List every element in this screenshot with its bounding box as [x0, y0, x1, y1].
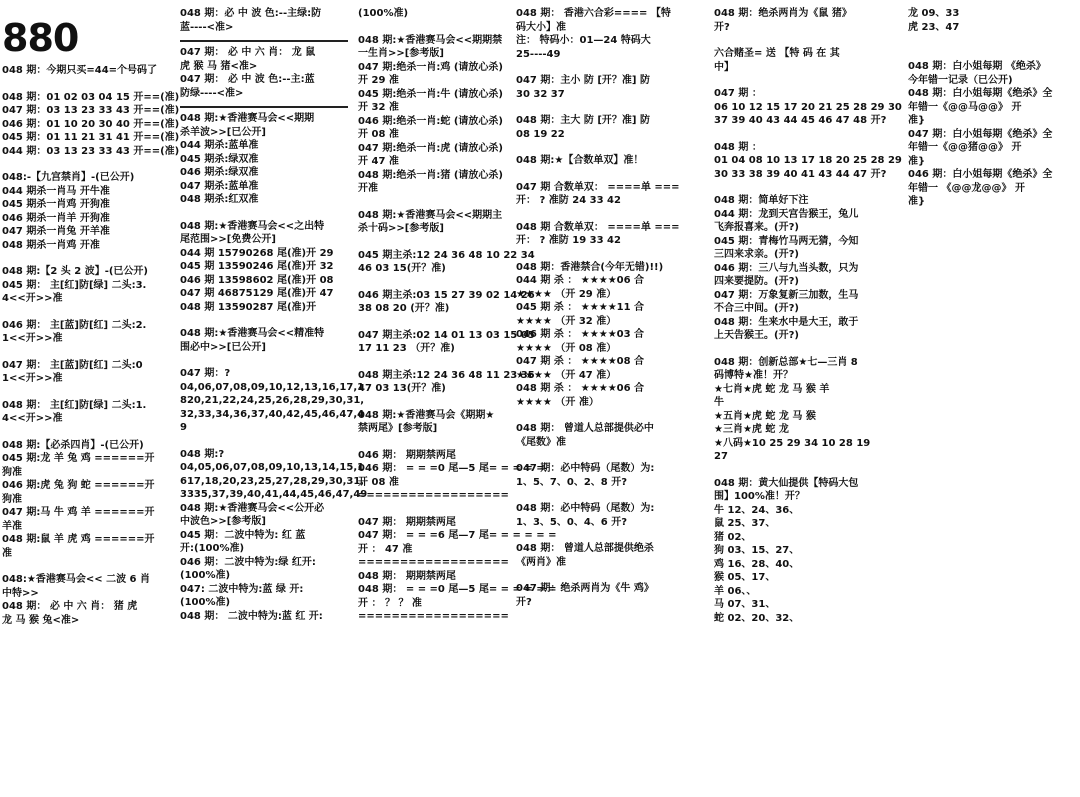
text-line: 飞奔报喜来。(开?): [714, 222, 799, 233]
spacer: [2, 346, 167, 359]
text-line: 047 期： 必 中 六 肖： 龙 鼠: [180, 47, 316, 58]
text-line: 1<<开>>准: [2, 373, 63, 384]
text-line: 047 期： 主[蓝]防[红] 二头:0: [2, 359, 143, 371]
text-line: 048 期： 期期禁两尾: [358, 570, 456, 582]
text-line: 1、5、7、0、2、8 开?: [516, 476, 628, 488]
text-line: 龙 09、33: [908, 8, 960, 19]
text-line: 年错一《@@猪@@》 开: [908, 142, 1022, 153]
text-line: 龙 马 猴 兔<准>: [2, 614, 80, 626]
text-line: 9: [180, 422, 187, 433]
spacer: [516, 409, 694, 422]
text-line: 开:(100%准): [180, 543, 245, 554]
text-line: 045 期:龙 羊 兔 鸡 ======开: [2, 453, 155, 464]
text-line: 048 期：主大 防 [开？准] 防: [516, 115, 650, 126]
column-5: [714, 0, 902, 797]
text-line: 狗准: [2, 466, 22, 478]
text-line: ★★★★ （开 47 准）: [516, 369, 617, 381]
text-line: 047: 二波中特为:蓝 绿 开:: [180, 583, 304, 595]
text-line: 047 期 合数单双： ====单 ===: [516, 181, 680, 193]
text-line: 048 期 13590287 尾(准)开: [180, 301, 317, 313]
text-line: 046 期：二波中特为:绿 红开:: [180, 556, 316, 568]
text-line: 47 03 13(开？准): [358, 383, 446, 394]
text-line: 047 期杀一肖兔 开羊准: [2, 226, 110, 237]
spacer: [714, 464, 894, 477]
text-line: 048 期：创新总部★七—三肖 8: [714, 356, 858, 368]
text-line: 六合赌圣= 送 【特 码 在 其: [714, 48, 840, 59]
text-line: 围】100%准！开？: [714, 491, 805, 502]
text-line: 尾范围>>[免费公开]: [180, 234, 276, 245]
text-line: 鸡 16、28、40、: [714, 558, 800, 570]
spacer: [180, 354, 348, 367]
text-line: ==================: [358, 611, 509, 622]
text-line: 048 期： 主[红]防[绿] 二头:1.: [2, 399, 147, 411]
spacer: [516, 101, 694, 114]
text-line: 《尾数》准: [516, 436, 566, 448]
text-line: 开 29 准: [358, 75, 399, 86]
text-line: 17 11 23 （开？准): [358, 343, 455, 354]
text-line: 不合三中间。(开?): [714, 303, 799, 314]
text-line: 047 期：03 13 23 33 43 开==(准): [2, 105, 180, 116]
text-line: 25----49: [516, 48, 561, 60]
text-line: 820,21,22,24,25,26,28,29,30,31,: [180, 395, 365, 406]
text-line: 047 期:绝杀一肖:虎 (请放心杀): [358, 142, 503, 154]
text-line: 开 ： ？ ？ 准: [358, 597, 422, 609]
text-line: ★七肖★虎 蛇 龙 马 猴 羊: [714, 383, 830, 395]
text-line: 048 期： 二波中特为:蓝 红 开:: [180, 610, 323, 622]
text-line: 猪 02、: [714, 531, 752, 543]
spacer: [516, 61, 694, 74]
text-line: 048 期:★香港赛马会<<精准特: [180, 328, 325, 339]
text-line: ★★★★ （开 08 准）: [516, 342, 617, 354]
text-line: 048 期：01 02 03 04 15 开==(准): [2, 91, 180, 103]
text-line: 048 期:★香港赛马会<<期期禁: [358, 34, 503, 46]
text-line: 狗 03、15、27、: [714, 545, 800, 556]
text-line: 蛇 02、20、32、: [714, 612, 800, 624]
text-line: 中特>>: [2, 587, 39, 599]
text-line: 048 期：必中特码（尾数）为:: [516, 503, 655, 514]
text-line: 牛 12、24、36、: [714, 504, 800, 516]
spacer: [516, 208, 694, 221]
text-line: 046 期：白小姐每期《绝杀》全: [908, 169, 1053, 180]
text-line: 046 期： 期期禁两尾: [358, 449, 456, 461]
text-line: 32,33,34,36,37,40,42,45,46,47,4: [180, 408, 365, 420]
text-line: 四来要提防。(开?): [714, 276, 799, 287]
text-line: 048 期：白小姐每期 《绝杀》: [908, 61, 1046, 72]
text-line: 羊 06、、: [714, 585, 757, 597]
text-line: 猴 05、17、: [714, 572, 776, 583]
text-line: 防绿----<准>: [180, 87, 244, 99]
text-line: 1、3、5、0、4、6 开?: [516, 516, 628, 528]
text-line: 048 期：今期只买=44=个号码了: [2, 65, 158, 76]
text-line: 045 期:绝杀一肖:牛 (请放心杀): [358, 88, 503, 100]
text-line: 044 期杀:蓝单准: [180, 140, 259, 151]
text-line: 码大小】准: [516, 21, 566, 33]
text-line: 047 期主杀:02 14 01 13 03 15 05: [358, 329, 535, 341]
text-line: 准}: [908, 115, 926, 126]
text-line: 046 期主杀:03 15 27 39 02 14 26: [358, 289, 535, 301]
spacer: [908, 34, 1078, 47]
text-line: 045 期：01 11 21 31 41 开==(准): [2, 132, 180, 143]
text-line: 048 期 合数单双： ====单 ===: [516, 221, 680, 233]
text-line: 044 期 15790268 尾(准)开 29: [180, 247, 334, 259]
text-line: 048 期 杀 ： ★★★★06 合: [516, 383, 645, 394]
text-line: 开 47 准: [358, 156, 399, 167]
text-line: 048 期：简单好下注: [714, 195, 809, 206]
text-line: 047 期 46875129 尾(准)开 47: [180, 288, 334, 299]
spacer: [2, 386, 167, 399]
text-line: 牛: [714, 397, 724, 408]
text-line: 046 期:绝杀一肖:蛇 (请放心杀): [358, 115, 503, 127]
text-line: 禁两尾》[参考版]: [358, 423, 438, 434]
column-4-lines: [516, 7, 694, 609]
text-line: 047 期 杀 ： ★★★★08 合: [516, 356, 645, 367]
spacer: [714, 181, 894, 194]
text-line: 045 期：二波中特为: 红 蓝: [180, 529, 306, 541]
text-line: 048 期:★【合数单双】准！: [516, 155, 644, 166]
text-line: 044 期：龙到天宫告猴王，兔儿: [714, 208, 859, 220]
spacer: [516, 168, 694, 181]
text-line: 045 期：青梅竹马两无猜，今知: [714, 235, 859, 247]
text-line: 048 期:★香港赛马会《期期★: [358, 409, 495, 421]
text-line: 准: [2, 547, 12, 559]
text-line: 准}: [908, 155, 926, 167]
spacer: [516, 141, 694, 154]
spacer: [358, 21, 513, 34]
spacer: [714, 34, 894, 47]
text-line: 048 期： 必 中 六 肖： 猪 虎: [2, 601, 138, 612]
text-line: 046 期： = = =0 尾—5 尾= = = = =: [358, 463, 545, 474]
column-2-top-lines: [180, 7, 348, 34]
spacer: [180, 435, 348, 448]
text-line: 羊准: [2, 520, 22, 532]
text-line: 048 期 ：: [714, 141, 762, 153]
text-line: 045 期 杀 ： ★★★★11 合: [516, 302, 645, 313]
text-line: 047 期：万象复新三加数，生马: [714, 289, 859, 301]
text-line: 045 期： 主[红]防[绿] 二头:3.: [2, 279, 147, 291]
text-line: 三四来求亲。(开?): [714, 249, 799, 260]
text-line: 046 期 13598602 尾(准)开 08: [180, 274, 334, 286]
text-line: 048 期： 香港六合彩==== 【特: [516, 8, 671, 19]
text-line: 046 期：三八与九当头数，只为: [714, 262, 859, 274]
text-line: 46 03 15(开？准): [358, 263, 446, 274]
spacer: [516, 569, 694, 582]
text-line: 开 ： 47 准: [358, 543, 413, 555]
spacer: [714, 128, 894, 141]
spacer: [714, 343, 894, 356]
text-line: 开?: [714, 21, 730, 33]
text-line: 蓝----<准>: [180, 21, 234, 33]
text-line: 048 期:?: [180, 448, 225, 460]
text-line: 狗准: [2, 493, 22, 505]
text-line: 围必中>>[已公开]: [180, 341, 266, 353]
text-line: 准}: [908, 196, 926, 207]
text-line: 码博特★准！开？: [714, 370, 793, 381]
text-line: 046 期：01 10 20 30 40 开==(准): [2, 118, 180, 130]
text-line: 047 期： 必 中 波 色:--主:蓝: [180, 74, 315, 85]
spacer: [516, 489, 694, 502]
text-line: 047 期： = = =6 尾—7 尾= = = = = =: [358, 530, 557, 541]
text-line: 047 期：绝杀两肖为《牛 鸡》: [516, 583, 654, 594]
text-line: 开 08 准: [358, 129, 399, 140]
text-line: 047 期：白小姐每期《绝杀》全: [908, 128, 1053, 140]
text-line: 048 期杀:红双准: [180, 194, 259, 205]
text-line: 今年错一记录（已公开): [908, 74, 1013, 86]
text-line: 048 期：必 中 波 色:--主绿:防: [180, 8, 322, 19]
text-line: 27: [714, 451, 728, 462]
spacer: [908, 47, 1078, 60]
spacer: [2, 560, 167, 573]
text-line: 048 期:鼠 羊 虎 鸡 ======开: [2, 534, 155, 545]
text-line: 一生肖>>[参考版]: [358, 48, 444, 59]
text-line: ★★★★ （开 32 准）: [516, 315, 617, 327]
text-line: 注： 特码小：01—24 特码大: [516, 35, 651, 46]
text-line: 3335,37,39,40,41,44,45,46,47,49: [180, 489, 368, 500]
text-line: 30 32 37: [516, 88, 565, 100]
text-line: 047 期：?: [180, 368, 231, 379]
column-1: [2, 0, 180, 797]
text-line: 4<<开>>准: [2, 293, 63, 304]
text-line: ==================: [358, 557, 509, 568]
text-line: 047 期：主小 防 [开？准] 防: [516, 75, 650, 86]
text-line: 年错一《@@马@@》 开: [908, 101, 1022, 113]
text-line: 048:-【九宫禁肖】-(已公开): [2, 172, 135, 183]
text-line: 048 期：生来水中是大王，敢于: [714, 316, 859, 328]
text-line: 047 期 ：: [714, 88, 762, 99]
text-line: 048 期： 曾道人总部提供绝杀: [516, 543, 654, 554]
text-line: 045 期杀一肖鸡 开狗准: [2, 199, 110, 210]
text-line: 虎 23、47: [908, 21, 960, 33]
text-line: ★三肖★虎 蛇 龙: [714, 424, 789, 435]
column-6: [908, 0, 1078, 797]
text-line: 鼠 25、37、: [714, 518, 776, 529]
text-line: 年错一 《@@龙@@》 开: [908, 182, 1025, 194]
text-line: 048 期主杀:12 24 36 48 11 23 35: [358, 369, 535, 381]
text-line: 044 期 杀 ： ★★★★06 合: [516, 275, 645, 286]
text-line: ★八码★10 25 29 34 10 28 19: [714, 437, 871, 449]
text-line: 1<<开>>准: [2, 333, 63, 344]
column-5-lines: [714, 7, 902, 625]
text-line: 开： ? 准防 24 33 42: [516, 195, 621, 206]
text-line: 047 期杀:蓝单准: [180, 180, 259, 192]
text-line: 开 08 准: [358, 476, 399, 488]
text-line: 048 期：白小姐每期《绝杀》全: [908, 88, 1053, 99]
text-line: 048 期:★香港赛马会<<期期主: [358, 209, 503, 221]
text-line: 046 期 杀 ： ★★★★03 合: [516, 329, 645, 340]
text-line: 开?: [516, 596, 532, 608]
spacer: [2, 306, 167, 319]
text-line: 中】: [714, 61, 734, 73]
text-line: 048 期：绝杀两肖为《鼠 猪》: [714, 8, 852, 19]
text-line: 048 期杀一肖鸡 开准: [2, 239, 100, 251]
text-line: 《两肖》准: [516, 556, 566, 568]
spacer: [516, 248, 694, 261]
text-line: 046 期杀:绿双准: [180, 167, 259, 178]
spacer: [2, 426, 167, 439]
text-line: 开准: [358, 183, 378, 194]
column-2-mid-lines: [180, 46, 348, 100]
spacer: [516, 529, 694, 542]
text-line: 37 39 40 43 44 45 46 47 48 开?: [714, 115, 887, 126]
text-line: 08 19 22: [516, 128, 565, 140]
text-line: 047 期： 期期禁两尾: [358, 516, 456, 528]
text-line: 06 10 12 15 17 20 21 25 28 29 30: [714, 101, 902, 113]
text-line: 046 期： 主[蓝]防[红] 二头:2.: [2, 319, 147, 331]
spacer: [714, 74, 894, 87]
spacer: [358, 356, 513, 369]
divider: [180, 40, 348, 42]
text-line: 04,06,07,08,09,10,12,13,16,17,1: [180, 381, 365, 393]
site-logo: 880: [2, 16, 79, 60]
divider: [180, 106, 348, 108]
text-line: 046 期杀一肖羊 开狗准: [2, 212, 110, 224]
text-line: ★五肖★虎 蛇 龙 马 猴: [714, 410, 816, 422]
text-line: 马 07、31、: [714, 599, 776, 610]
column-4: [516, 0, 694, 797]
spacer: [358, 276, 513, 289]
text-line: 38 08 20 (开？准): [358, 303, 450, 314]
text-line: 045 期主杀:12 24 36 48 10 22 34: [358, 249, 535, 261]
text-line: 048 期:★香港赛马会<<公开必: [180, 502, 325, 514]
text-line: 048 期： = = =0 尾—5 尾= = = = = =: [358, 584, 557, 595]
spacer: [180, 207, 348, 220]
column-1-lines: [2, 64, 180, 627]
text-line: 048 期： 曾道人总部提供必中: [516, 423, 654, 434]
spacer: [2, 158, 167, 171]
text-line: 044 期：03 13 23 33 43 开==(准): [2, 145, 180, 157]
text-line: (100%准): [180, 597, 231, 608]
text-line: 048 期：黄大仙提供【特码大包: [714, 477, 859, 489]
text-line: ★★★★ （开 准）: [516, 396, 599, 408]
text-line: 048 期:绝杀一肖:猪 (请放心杀): [358, 169, 503, 181]
spacer: [2, 78, 167, 91]
text-line: (100%准): [358, 8, 409, 19]
text-line: ==================: [358, 490, 509, 501]
text-line: 048 期:★香港赛马会<<期期: [180, 113, 315, 124]
text-line: 开： ? 准防 19 33 42: [516, 235, 621, 246]
text-line: 30 33 38 39 40 41 43 44 47 开?: [714, 168, 887, 180]
text-line: 048 期:【必杀四肖】-(已公开): [2, 439, 144, 451]
spacer: [358, 196, 513, 209]
text-line: 048:★香港赛马会<< 二波 6 肖: [2, 574, 150, 585]
spacer: [358, 316, 513, 329]
text-line: 中波色>>[参考版]: [180, 516, 266, 527]
text-line: 617,18,20,23,25,27,28,29,30,31,: [180, 475, 365, 487]
text-line: 047 期:绝杀一肖:鸡 (请放心杀): [358, 61, 503, 73]
text-line: 杀羊波>>[已公开]: [180, 126, 266, 138]
spacer: [2, 252, 167, 265]
text-line: 01 04 08 10 13 17 18 20 25 28 29: [714, 155, 902, 166]
spacer: [180, 314, 348, 327]
text-line: 虎 猴 马 猪<准>: [180, 60, 258, 72]
column-6-lines: [908, 7, 1078, 209]
text-line: 044 期杀一肖马 开牛准: [2, 185, 110, 197]
text-line: ★★★★ （开 29 准）: [516, 288, 617, 300]
text-line: 047 期：必中特码（尾数）为:: [516, 463, 655, 474]
text-line: 046 期:虎 兔 狗 蛇 ======开: [2, 480, 155, 491]
spacer: [358, 436, 513, 449]
text-line: 杀十码>>[参考版]: [358, 223, 444, 234]
text-line: 048 期:★香港赛马会<<之出特: [180, 220, 325, 232]
text-line: 04,05,06,07,08,09,10,13,14,15,1: [180, 462, 365, 473]
text-line: 045 期 13590246 尾(准)开 32: [180, 261, 334, 272]
text-line: 048 期:【2 头 2 波】-(已公开): [2, 266, 149, 277]
text-line: 4<<开>>准: [2, 413, 63, 424]
text-line: 开 32 准: [358, 102, 399, 113]
spacer: [358, 236, 513, 249]
text-line: 045 期杀:绿双准: [180, 153, 259, 165]
text-line: 上天告猴王。(开?): [714, 330, 799, 341]
spacer: [358, 503, 513, 516]
text-line: (100%准): [180, 570, 231, 581]
text-line: 048 期：香港禁合(今年无错)!!): [516, 261, 664, 273]
spacer: [516, 449, 694, 462]
text-line: 047 期:马 牛 鸡 羊 ======开: [2, 507, 155, 518]
spacer: [358, 396, 513, 409]
